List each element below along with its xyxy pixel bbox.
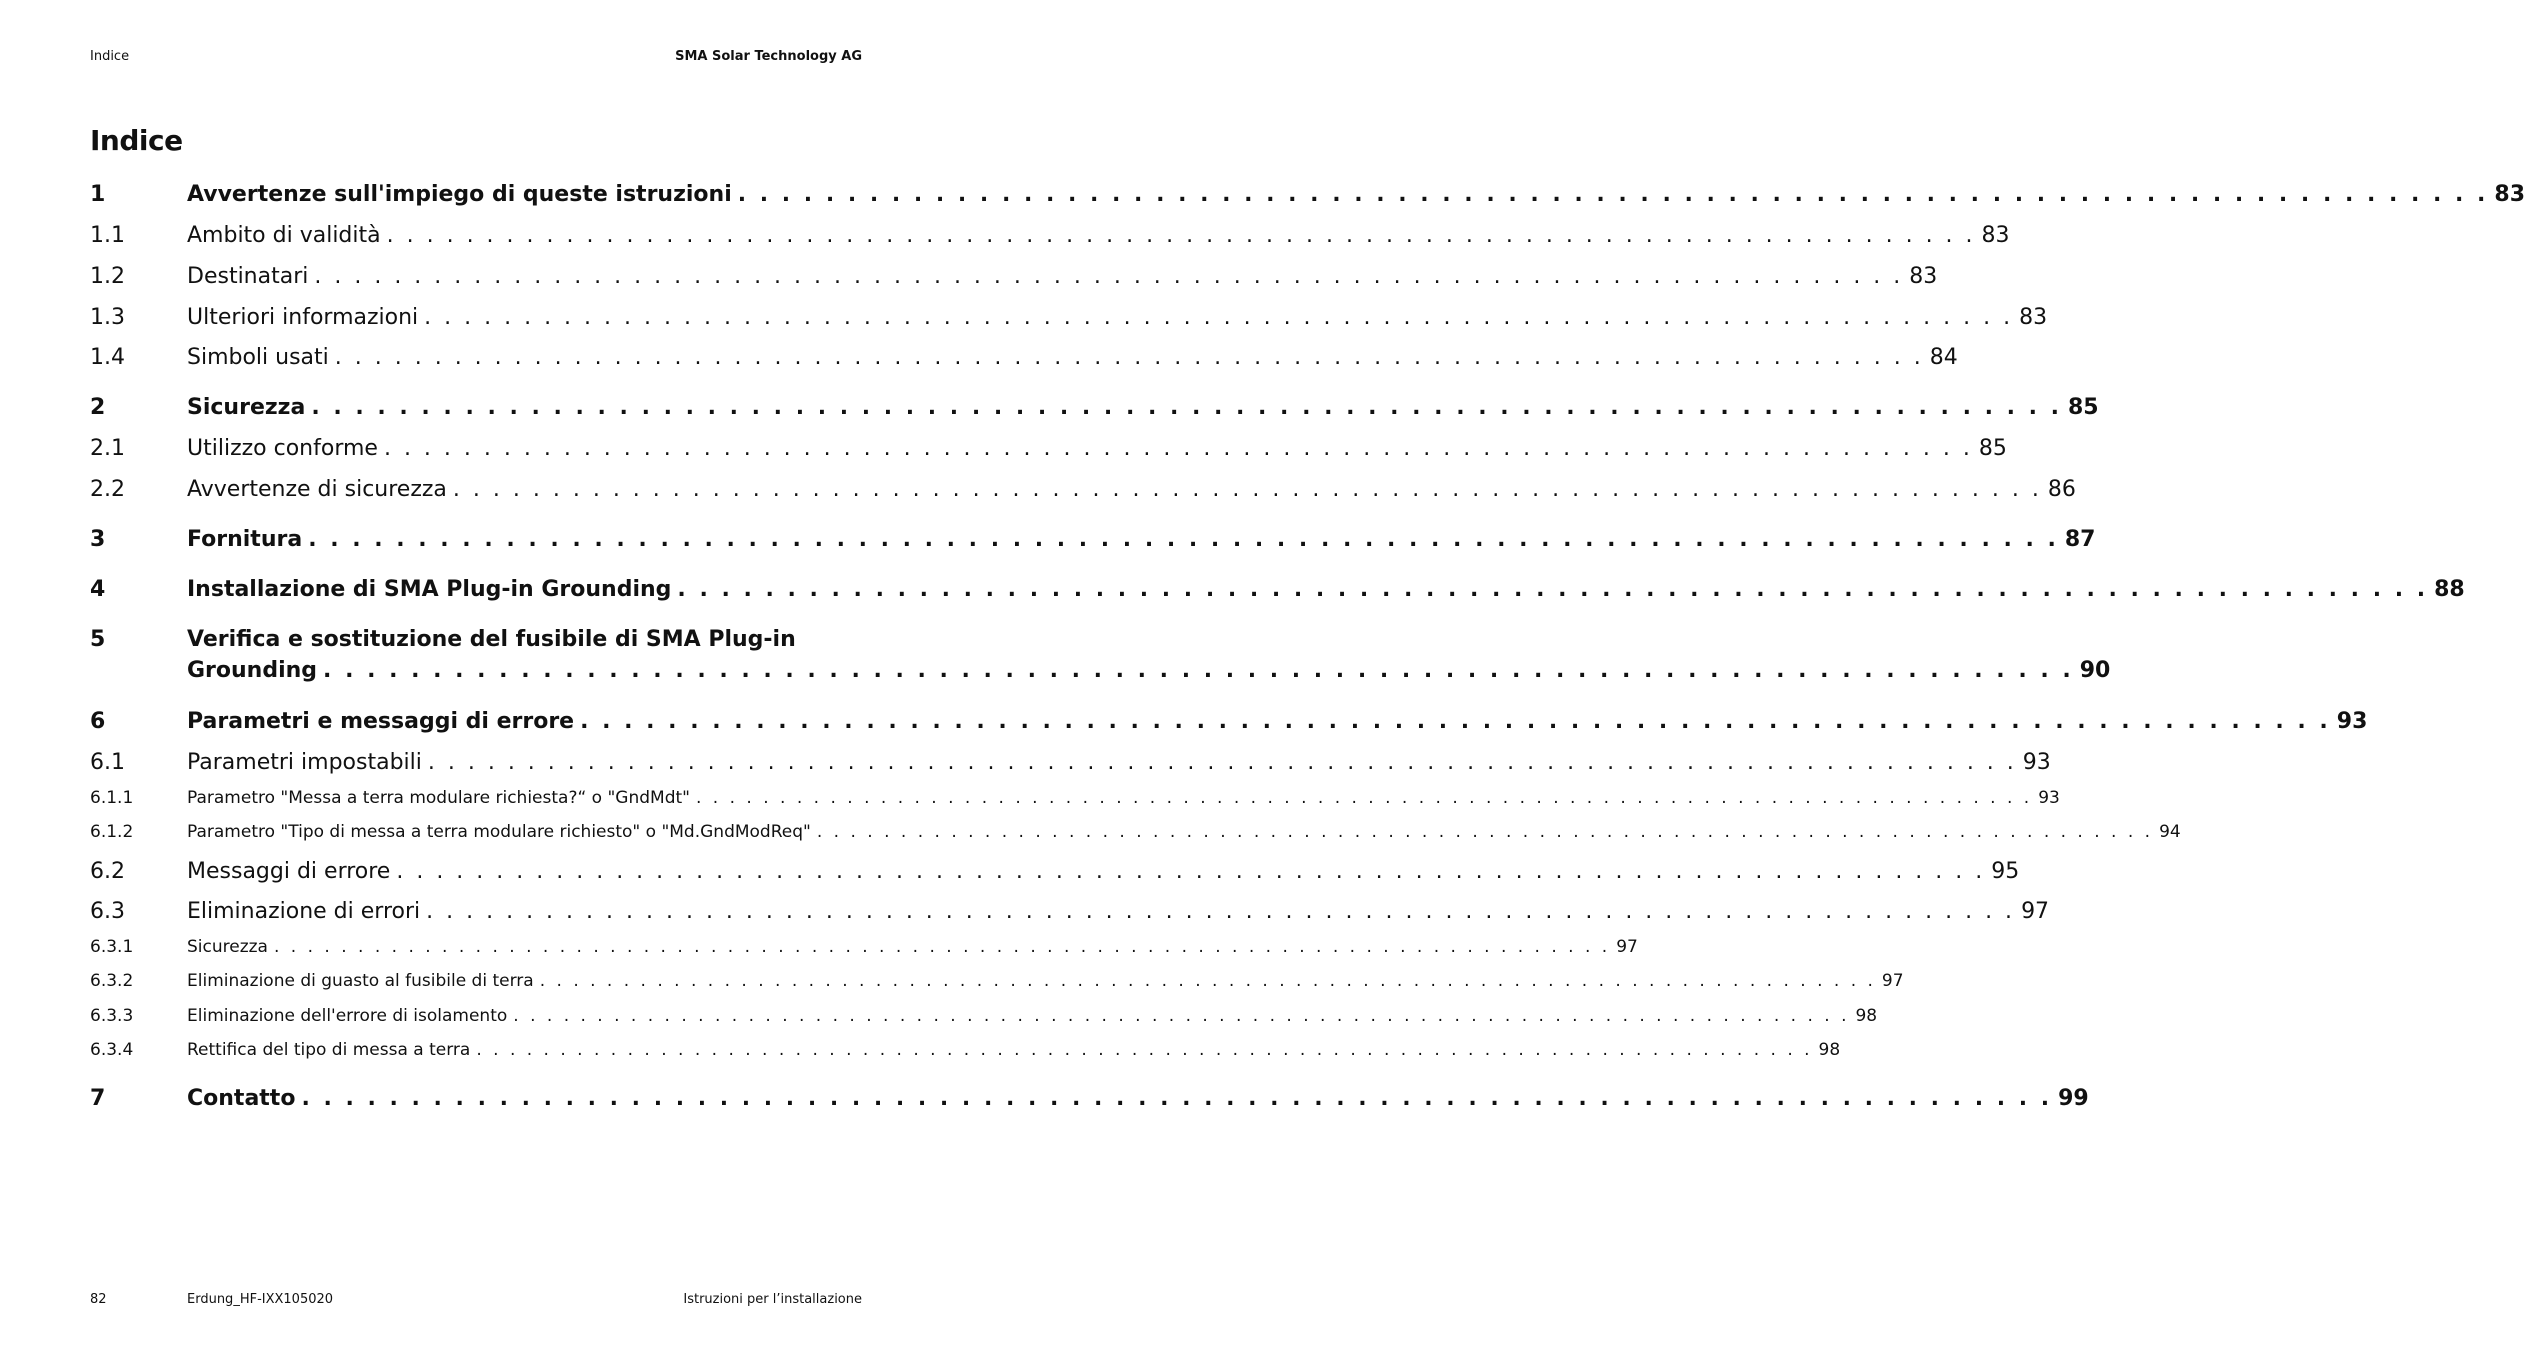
- toc-entry-title: Fornitura: [187, 527, 303, 552]
- toc-entry-number: 2.1: [90, 436, 125, 461]
- toc-leader-dots: . . . . . . . . . . . . . . . . . . . . . . . . . . . . . . . . . . . . . . . . . . . . . . . . . . . . . . . . . . . . . . . . . . . . . . . . . . . . . . . .: [383, 436, 1973, 461]
- toc-entry-number: 2.2: [90, 477, 125, 502]
- footer-doc-code: Erdung_HF-IXX105020: [187, 1292, 334, 1307]
- toc-entry-title: Simboli usati: [187, 345, 329, 370]
- toc-entry-number: 1.1: [90, 223, 125, 248]
- toc-entry-page: 93: [2336, 709, 2368, 734]
- footer-doc-type: Istruzioni per l’installazione: [683, 1292, 862, 1307]
- toc-entry-number: 6.1.1: [90, 788, 134, 808]
- toc-entry-page: 97: [2021, 899, 2050, 924]
- toc-entry-page: 93: [2038, 788, 2060, 808]
- toc-entry-title: Installazione di SMA Plug-in Grounding: [187, 577, 672, 602]
- toc-entry-page: 85: [1978, 436, 2007, 461]
- toc-entry-title: Rettifica del tipo di messa a terra: [187, 1040, 471, 1060]
- toc-entry-page: 98: [1855, 1006, 1878, 1026]
- toc-entry-title: Messaggi di errore: [187, 859, 391, 884]
- toc-leader-dots: . . . . . . . . . . . . . . . . . . . . . . . . . . . . . . . . . . . . . . . . . . . . . . . . . . . . . . . . . . . . . . . . . . . . . . . . . . . . . . . .: [334, 345, 1924, 370]
- toc-entry-page: 84: [1929, 345, 1958, 370]
- toc-entry-number: 6: [90, 709, 106, 734]
- toc-entry-number: 6.3: [90, 899, 125, 924]
- toc-entry-page: 97: [1616, 937, 1638, 957]
- footer-page-number: 82: [90, 1292, 107, 1307]
- toc-entry-page: 85: [2068, 395, 2099, 420]
- toc-leader-dots: . . . . . . . . . . . . . . . . . . . . . . . . . . . . . . . . . . . . . . . . . . . . . . . . . . . . . . . . . . . . . . . . . . . . . . . . . . . . . . . .: [476, 1040, 1813, 1060]
- toc-leader-dots: . . . . . . . . . . . . . . . . . . . . . . . . . . . . . . . . . . . . . . . . . . . . . . . . . . . . . . . . . . . . . . . . . . . . . . . . . . . . . . . .: [323, 658, 2074, 683]
- toc-entry-title: Destinatari: [187, 264, 309, 289]
- toc-entry-number: 1.2: [90, 264, 125, 289]
- toc-entry-page: 83: [1909, 264, 1938, 289]
- toc-leader-dots: . . . . . . . . . . . . . . . . . . . . . . . . . . . . . . . . . . . . . . . . . . . . . . . . . . . . . . . . . . . . . . . . . . . . . . . . . . . . . . . .: [308, 527, 2059, 552]
- toc-entry-title: Parametro "Tipo di messa a terra modulare richiesto" o "Md.GndModReq": [187, 822, 811, 842]
- toc-entry-title: Ambito di validità: [187, 223, 381, 248]
- toc-entry-title: Avvertenze di sicurezza: [187, 477, 447, 502]
- toc-entry-title: Parametri impostabili: [187, 750, 422, 775]
- toc-leader-dots: . . . . . . . . . . . . . . . . . . . . . . . . . . . . . . . . . . . . . . . . . . . . . . . . . . . . . . . . . . . . . . . . . . . . . . . . . . . . . . . .: [301, 1086, 2053, 1111]
- toc-entry-title: Contatto: [187, 1086, 296, 1111]
- toc-leader-dots: . . . . . . . . . . . . . . . . . . . . . . . . . . . . . . . . . . . . . . . . . . . . . . . . . . . . . . . . . . . . . . . . . . . . . . . . . . . . . . . .: [386, 223, 1976, 248]
- toc-entry-number: 6.2: [90, 859, 125, 884]
- toc-entry-title: Eliminazione di errori: [187, 899, 421, 924]
- toc-entry-page: 98: [1818, 1040, 1841, 1060]
- toc-entry-number: 4: [90, 577, 106, 602]
- page-title: Indice: [90, 124, 183, 157]
- toc-leader-dots: . . . . . . . . . . . . . . . . . . . . . . . . . . . . . . . . . . . . . . . . . . . . . . . . . . . . . . . . . . . . . . . . . . . . . . . . . . . . . . . .: [273, 937, 1611, 957]
- header-company-name: SMA Solar Technology AG: [675, 49, 862, 64]
- toc-leader-dots: . . . . . . . . . . . . . . . . . . . . . . . . . . . . . . . . . . . . . . . . . . . . . . . . . . . . . . . . . . . . . . . . . . . . . . . . . . . . . . . .: [424, 305, 2014, 330]
- toc-entry-number: 1.3: [90, 305, 125, 330]
- toc-leader-dots: . . . . . . . . . . . . . . . . . . . . . . . . . . . . . . . . . . . . . . . . . . . . . . . . . . . . . . . . . . . . . . . . . . . . . . . . . . . . . . . .: [539, 971, 1876, 991]
- toc-entry-page: 94: [2159, 822, 2181, 842]
- toc-entry-title-continued: Grounding: [187, 658, 318, 683]
- toc-entry-number: 7: [90, 1086, 106, 1111]
- toc-leader-dots: . . . . . . . . . . . . . . . . . . . . . . . . . . . . . . . . . . . . . . . . . . . . . . . . . . . . . . . . . . . . . . . . . . . . . . . . . . . . . . . .: [311, 395, 2062, 420]
- toc-entry-page: 83: [2019, 305, 2048, 330]
- toc-entry-page: 95: [1991, 859, 2020, 884]
- toc-entry-number: 3: [90, 527, 106, 552]
- toc-entry-page: 83: [2494, 182, 2525, 207]
- toc-entry-number: 2: [90, 395, 106, 420]
- toc-entry-page: 99: [2058, 1086, 2089, 1111]
- toc-entry-title: Eliminazione dell'errore di isolamento: [187, 1006, 508, 1026]
- header-section-label: Indice: [90, 49, 130, 64]
- toc-entry-title: Parametri e messaggi di errore: [187, 709, 575, 734]
- toc-leader-dots: . . . . . . . . . . . . . . . . . . . . . . . . . . . . . . . . . . . . . . . . . . . . . . . . . . . . . . . . . . . . . . . . . . . . . . . . . . . . . . . .: [396, 859, 1986, 884]
- toc-leader-dots: . . . . . . . . . . . . . . . . . . . . . . . . . . . . . . . . . . . . . . . . . . . . . . . . . . . . . . . . . . . . . . . . . . . . . . . . . . . . . . . .: [314, 264, 1904, 289]
- toc-leader-dots: . . . . . . . . . . . . . . . . . . . . . . . . . . . . . . . . . . . . . . . . . . . . . . . . . . . . . . . . . . . . . . . . . . . . . . . . . . . . . . . .: [426, 899, 2016, 924]
- toc-entry-page: 86: [2047, 477, 2076, 502]
- toc-entry-number: 1: [90, 182, 106, 207]
- toc-entry-title: Sicurezza: [187, 395, 306, 420]
- toc-entry-title: Eliminazione di guasto al fusibile di terra: [187, 971, 534, 991]
- toc-entry-number: 6.3.3: [90, 1006, 134, 1026]
- toc-entry-page: 88: [2434, 577, 2465, 602]
- toc-entry-number: 5: [90, 627, 106, 652]
- toc-leader-dots: . . . . . . . . . . . . . . . . . . . . . . . . . . . . . . . . . . . . . . . . . . . . . . . . . . . . . . . . . . . . . . . . . . . . . . . . . . . . . . . .: [816, 822, 2154, 842]
- toc-leader-dots: . . . . . . . . . . . . . . . . . . . . . . . . . . . . . . . . . . . . . . . . . . . . . . . . . . . . . . . . . . . . . . . . . . . . . . . . . . . . . . . .: [696, 788, 2033, 808]
- toc-leader-dots: . . . . . . . . . . . . . . . . . . . . . . . . . . . . . . . . . . . . . . . . . . . . . . . . . . . . . . . . . . . . . . . . . . . . . . . . . . . . . . . .: [513, 1006, 1850, 1026]
- toc-entry-number: 6.3.2: [90, 971, 134, 991]
- toc-entry-page: 83: [1981, 223, 2010, 248]
- toc-entry-number: 6.1: [90, 750, 125, 775]
- toc-entry-title: Verifica e sostituzione del fusibile di SMA Plug-in: [187, 627, 796, 652]
- toc-leader-dots: . . . . . . . . . . . . . . . . . . . . . . . . . . . . . . . . . . . . . . . . . . . . . . . . . . . . . . . . . . . . . . . . . . . . . . . . . . . . . . . .: [580, 709, 2331, 734]
- toc-entry-number: 1.4: [90, 345, 125, 370]
- toc-leader-dots: . . . . . . . . . . . . . . . . . . . . . . . . . . . . . . . . . . . . . . . . . . . . . . . . . . . . . . . . . . . . . . . . . . . . . . . . . . . . . . . .: [737, 182, 2489, 207]
- toc-entry-number: 6.3.4: [90, 1040, 134, 1060]
- toc-entry-title: Avvertenze sull'impiego di queste istruzioni: [187, 182, 732, 207]
- toc-entry-title: Utilizzo conforme: [187, 436, 378, 461]
- toc-entry-page: 90: [2079, 658, 2111, 683]
- toc-entry-page: 87: [2064, 527, 2096, 552]
- toc-entry-title: Parametro "Messa a terra modulare richiesta?“ o "GndMdt": [187, 788, 690, 808]
- toc-entry-number: 6.3.1: [90, 937, 134, 957]
- toc-entry-title: Ulteriori informazioni: [187, 305, 419, 330]
- toc-leader-dots: . . . . . . . . . . . . . . . . . . . . . . . . . . . . . . . . . . . . . . . . . . . . . . . . . . . . . . . . . . . . . . . . . . . . . . . . . . . . . . . .: [677, 577, 2429, 602]
- toc-leader-dots: . . . . . . . . . . . . . . . . . . . . . . . . . . . . . . . . . . . . . . . . . . . . . . . . . . . . . . . . . . . . . . . . . . . . . . . . . . . . . . . .: [452, 477, 2042, 502]
- toc-entry-page: 93: [2022, 750, 2051, 775]
- toc-entry-number: 6.1.2: [90, 822, 134, 842]
- toc-entry-title: Sicurezza: [187, 937, 268, 957]
- toc-entry-page: 97: [1881, 971, 1904, 991]
- toc-leader-dots: . . . . . . . . . . . . . . . . . . . . . . . . . . . . . . . . . . . . . . . . . . . . . . . . . . . . . . . . . . . . . . . . . . . . . . . . . . . . . . . .: [427, 750, 2017, 775]
